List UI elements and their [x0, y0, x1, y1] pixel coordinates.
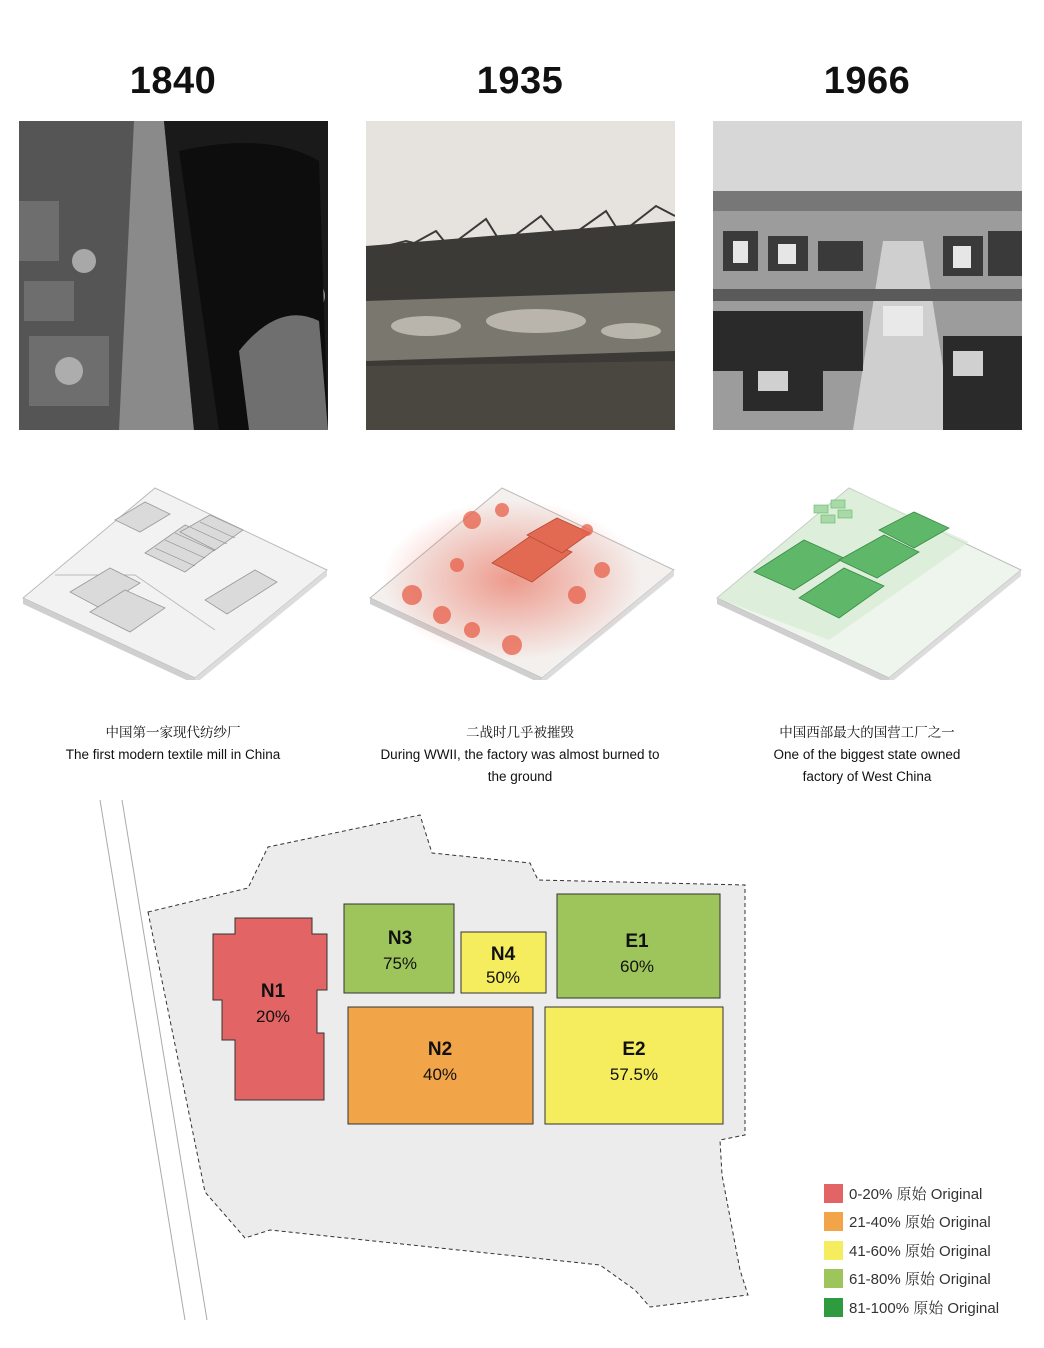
- photo-1935-ruins: [366, 121, 675, 430]
- legend-swatch-orange: [824, 1212, 843, 1231]
- photo-1840-mill-interior: [19, 121, 328, 430]
- caption-1840: [8, 722, 338, 766]
- legend-item: [824, 1265, 999, 1294]
- block-E1-value: 60%: [619, 957, 655, 976]
- block-N2-value: 40%: [422, 1065, 458, 1084]
- legend-item: [824, 1293, 999, 1322]
- block-N3-value: 75%: [382, 954, 418, 973]
- block-N1-label: N1: [260, 981, 286, 1002]
- legend-item: [824, 1208, 999, 1237]
- axo-diagram-1966: [709, 480, 1029, 680]
- block-N1-value: 20%: [255, 1007, 291, 1026]
- road-line: [100, 800, 185, 1320]
- caption-1935: [355, 722, 685, 788]
- legend-item: [824, 1179, 999, 1208]
- legend-label: 41-60% 原始 Original: [849, 1242, 991, 1260]
- caption-1840-cn: 中国第一家现代纺纱厂: [105, 725, 241, 740]
- legend-label: 0-20% 原始 Original: [849, 1185, 983, 1203]
- block-N3-label: N3: [387, 928, 413, 949]
- block-N4-value: 50%: [485, 968, 521, 987]
- year-1966: 1966: [823, 60, 911, 102]
- legend-item: [824, 1236, 999, 1265]
- axo-diagram-1840: [15, 480, 335, 680]
- block-N2[interactable]: [348, 1007, 533, 1124]
- year-1840: 1840: [129, 60, 217, 102]
- caption-1840-en: The first modern textile mill in China: [65, 747, 281, 762]
- block-E1-label: E1: [625, 931, 649, 952]
- block-E2-label: E2: [622, 1039, 646, 1060]
- block-N4[interactable]: [461, 932, 546, 993]
- legend-swatch-light-green: [824, 1269, 843, 1288]
- legend: [824, 1179, 999, 1322]
- year-1935: 1935: [476, 60, 564, 102]
- block-N4-label: N4: [490, 944, 516, 965]
- legend-label: 61-80% 原始 Original: [849, 1271, 991, 1289]
- block-E2-value: 57.5%: [609, 1065, 659, 1084]
- legend-label: 21-40% 原始 Original: [849, 1214, 991, 1232]
- caption-1935-cn: 二战时几乎被摧毁: [466, 725, 574, 740]
- legend-label: 81-100% 原始 Original: [849, 1299, 1000, 1317]
- legend-swatch-yellow: [824, 1241, 843, 1260]
- photo-1966-aerial-factory: [713, 121, 1022, 430]
- block-E1[interactable]: [557, 894, 720, 998]
- caption-1966-en: One of the biggest state owned factory of West China: [773, 747, 961, 784]
- legend-swatch-red: [824, 1184, 843, 1203]
- caption-1966: [702, 722, 1032, 788]
- caption-1935-en: During WWII, the factory was almost burned to the ground: [380, 747, 660, 784]
- block-N2-label: N2: [427, 1039, 453, 1060]
- legend-swatch-green: [824, 1298, 843, 1317]
- axo-diagram-1935: [362, 480, 682, 680]
- block-E2[interactable]: [545, 1007, 723, 1124]
- caption-1966-cn: 中国西部最大的国营工厂之一: [779, 725, 955, 740]
- block-N3[interactable]: [344, 904, 454, 993]
